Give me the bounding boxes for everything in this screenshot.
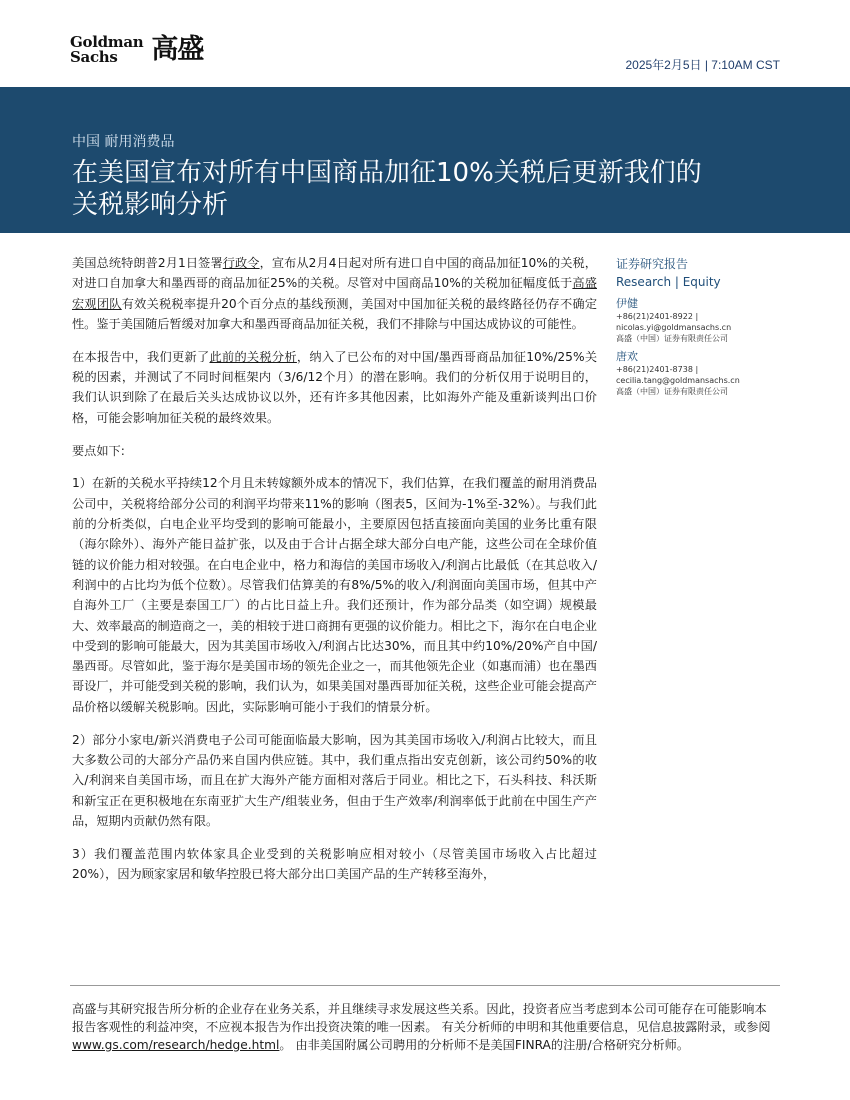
analyst-card <box>616 350 786 397</box>
point-3: 3）我们覆盖范围内软体家具企业受到的关税影响应相对较小（尽管美国市场收入占比超过20%），因为顾家家居和敏华控股已将大部分出口美国产品的生产转移至海外， <box>72 846 597 881</box>
logo-line-2: Sachs <box>70 48 118 66</box>
p1-text-c: 有效关税税率提升20个百分点的基线预测，美国对中国加征关税的最终路径仍存不确定性。鉴于美国随后暂缓对加拿大和墨西哥商品加征关税，我们不排除与中国达成协议的可能性。 <box>72 296 598 331</box>
analyst-card <box>616 297 786 344</box>
point-2: 2）部分小家电/新兴消费电子公司可能面临最大影响，因为其美国市场收入/利润占比较大，而且大多数公司的大部分产品仍来自国内供应链。其中，我们重点指出安克创新，该公司约50%的收入/利润来自美国市场，而且在扩大海外产能方面相对落后于同业。相比之下，石头科技、科沃斯和新宝正在更积极地在东南亚扩大生产/组装业务，但由于生产效率/利润率低于此前在中国生产产品，短期内贡献仍然有限。 <box>72 732 597 828</box>
p2-text-a: 在本报告中，我们更新了 <box>72 349 210 364</box>
point-1: 1）在新的关税水平持续12个月且未转嫁额外成本的情况下，我们估算，在我们覆盖的耐用消费品公司中，关税将给部分公司的利润平均带来11%的影响（图表5，区间为-1%至-32%）。与我们此前的分析类似，白电企业平均受到的影响可能最小，主要原因包括直接面向美国的业务比重有限（海尔除外）、海外产能日益扩张，以及由于合计占据全球大部分白电产能，这些公司在全球价值链的议价能力相对较强。在白电企业中，格力和海信的美国市场收入/利润占比最低（在其总收入/利润中的占比均为低个位数）。尽管我们估算美的有8%/5%的收入/利润面向美国市场，但其中产自海外工厂（主要是泰国工厂）的占比日益上升。我们还预计，作为部分品类（如空调）规模最大、效率最高的制造商之一，美的相较于进口商拥有更强的议价能力。相比之下，海尔在白电企业中受到的影响可能最大，因为其美国市场收入/利润占比达30%，而且其中约10%/20%产自中国/墨西哥。尽管如此，鉴于海尔是美国市场的领先企业之一，而其他领先企业（如惠而浦）也在墨西哥设厂，并可能受到关税的影响，我们认为，如果美国对墨西哥加征关税，这些企业可能会提高产品价格以缓解关税影响。因此，实际影响可能小于我们的情景分析。 <box>72 476 597 714</box>
report-category: 中国 耐用消费品 <box>72 134 175 150</box>
footer-text-a: 高盛与其研究报告所分析的企业存在业务关系，并且继续寻求发展这些关系。因此，投资者应当考虑到本公司可能存在可能影响本报告客观性的利益冲突，不应视本报告为作出投资决策的唯一因素。 有关分析师的申明和其他重要信息，见信息披露附录，或参阅 <box>72 1002 771 1034</box>
sidebar-heading: 证券研究报告 <box>616 257 689 271</box>
p1-text-b: ，宣布从2月4日起对所有进口自中国的商品加征10%的关税，对进口自加拿大和墨西哥的商品加征25%的关税。尽管对中国商品10%的关税加征幅度低于 <box>72 256 597 291</box>
sidebar-subheading: Research | Equity <box>616 275 721 289</box>
analyst-email[interactable]: nicolas.yi@goldmansachs.cn <box>616 323 732 332</box>
previous-analysis-link[interactable]: 此前的关税分析 <box>209 349 297 364</box>
paragraph-1 <box>72 253 597 334</box>
report-date: 2025年2月5日 | 7:10AM CST <box>625 58 780 72</box>
logo-chinese: 高盛 <box>151 34 204 65</box>
p2-text-b: ，纳入了已公布的对中国/墨西哥商品加征10%/25%关税的因素，并测试了不同时间框架内（3/6/12个月）的潜在影响。我们的分析仅用于说明目的，我们认识到除了在最后关头达成协议以外，还有许多其他因素，比如海外产能及重新谈判出口价格，可能会影响加征关税的最终效果。 <box>72 349 598 425</box>
analyst-sidebar <box>616 255 786 403</box>
logo-line-1: Goldman <box>70 33 144 51</box>
analyst-phone: +86(21)2401-8738 | <box>616 365 699 374</box>
report-title: 在美国宣布对所有中国商品加征10%关税后更新我们的关税影响分析 <box>72 158 702 220</box>
paragraph-2 <box>72 347 597 428</box>
key-points-heading: 要点如下: <box>72 443 125 458</box>
analyst-name: 唐欢 <box>616 350 638 363</box>
analyst-phone: +86(21)2401-8922 | <box>616 312 699 321</box>
analyst-firm: 高盛（中国）证券有限责任公司 <box>616 387 728 396</box>
analyst-name: 伊健 <box>616 297 638 310</box>
disclosure-link[interactable]: www.gs.com/research/hedge.html <box>72 1038 280 1052</box>
p1-text-a: 美国总统特朗普2月1日签署 <box>72 256 223 270</box>
footer-divider <box>70 985 780 986</box>
analyst-email[interactable]: cecilia.tang@goldmansachs.cn <box>616 376 740 385</box>
footer-text-b: 。 由非美国附属公司聘用的分析师不是美国FINRA的注册/合格研究分析师。 <box>279 1038 690 1052</box>
goldman-sachs-logo[interactable] <box>70 30 203 70</box>
report-body <box>72 253 597 897</box>
macro-team-link[interactable]: 高盛宏观团队 <box>72 276 597 311</box>
title-banner <box>0 87 850 233</box>
logo-wordmark <box>70 35 143 65</box>
executive-order-link[interactable]: 行政令 <box>222 256 260 270</box>
disclosure-footer <box>72 1000 772 1054</box>
analyst-firm: 高盛（中国）证券有限责任公司 <box>616 334 728 343</box>
